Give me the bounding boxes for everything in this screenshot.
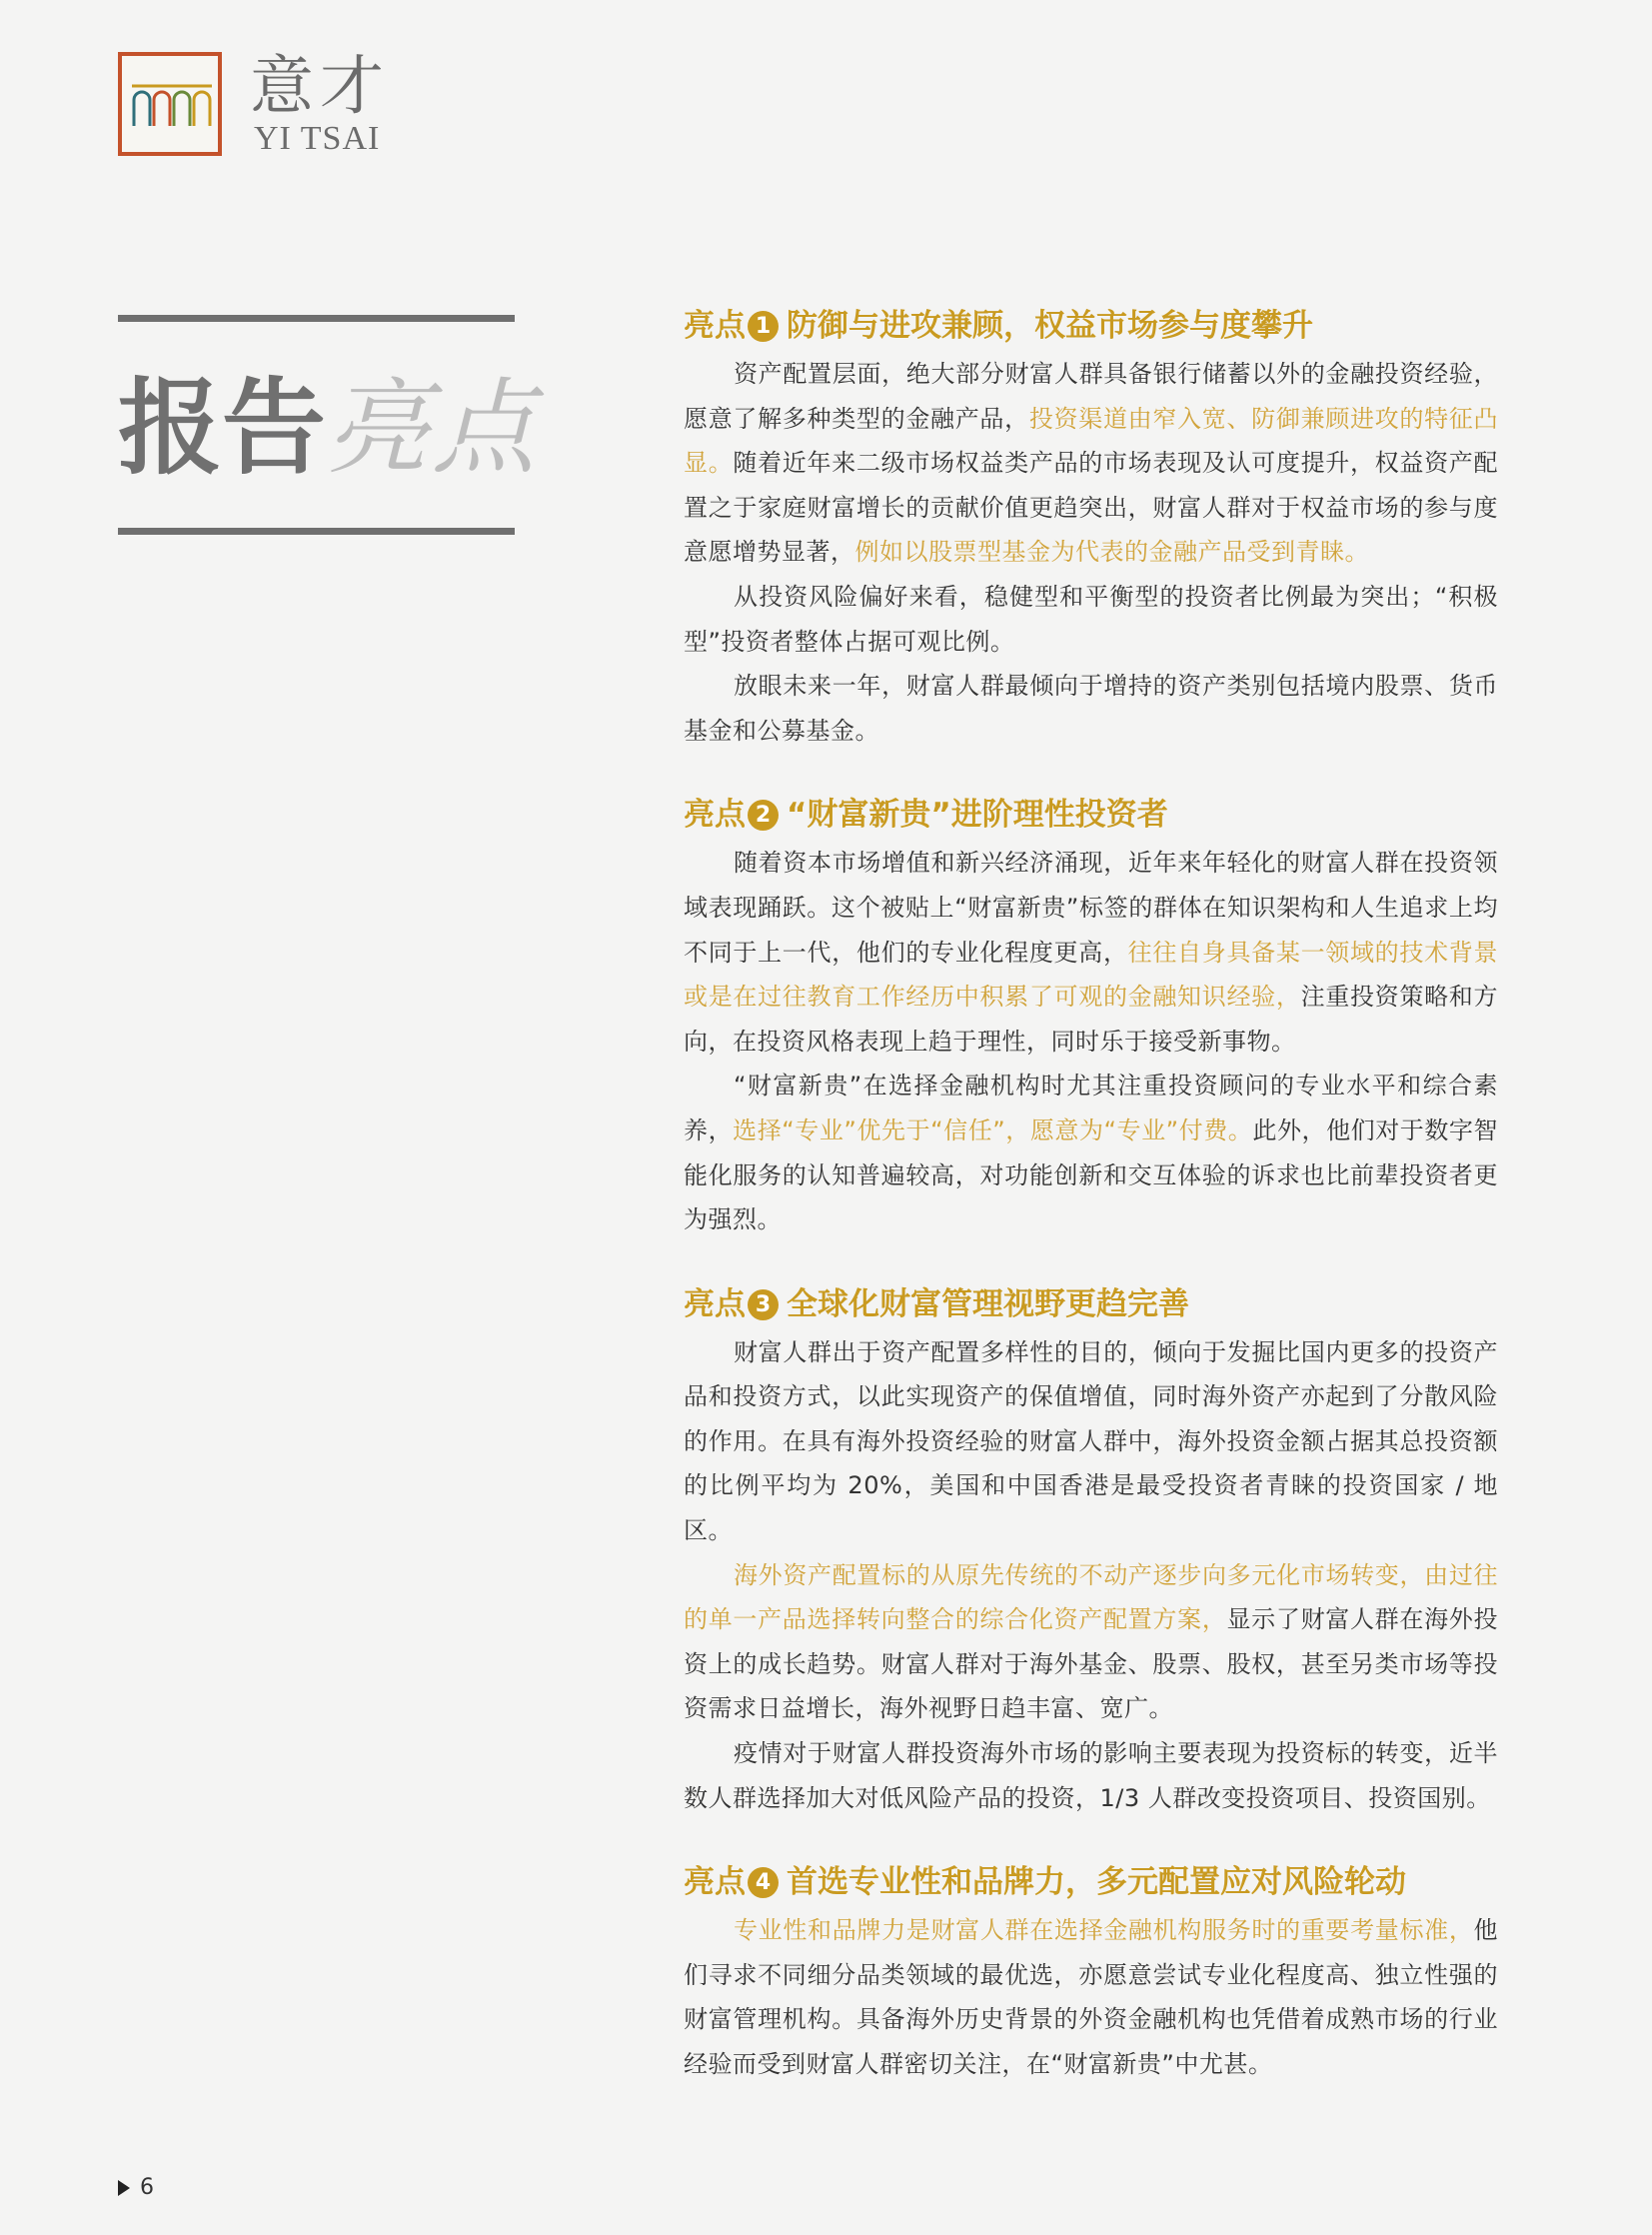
section-paragraph [684,1553,1498,1731]
page-footer [118,2175,154,2201]
section-heading [684,789,1498,841]
section-title: 防御与进攻兼顾，权益市场参与度攀升 [787,308,1313,344]
section-heading [684,1856,1498,1908]
section-paragraph [684,1330,1498,1553]
highlight-section [684,300,1498,753]
section-paragraph [684,575,1498,664]
section-paragraph [684,841,1498,1064]
section-label: 亮点 [684,1864,746,1901]
highlight-section [684,789,1498,1241]
section-paragraph [684,664,1498,753]
body-text: 从投资风险偏好来看，稳健型和平衡型的投资者比例最为突出；“积极型”投资者整体占据可观比例。 [684,582,1498,656]
body-text: 此外，他们对于数字智能化服务的认知普遍较高，对功能创新和交互体验的诉求也比前辈投资者更为强烈。 [684,1116,1499,1234]
highlighted-text: 往往自身具备某一领域的技术背景或是在过往教育工作经历中积累了可观的金融知识经验， [684,938,1498,1012]
section-paragraph [684,1908,1498,2086]
highlighted-text: 选择“专业”优先于“信任”，愿意为“专业”付费。 [733,1116,1253,1144]
body-text: 疫情对于财富人群投资海外市场的影响主要表现为投资标的转变，近半数人群选择加大对低风险产品的投资，1/3 人群改变投资项目、投资国别。 [684,1739,1498,1812]
section-paragraph [684,1731,1498,1820]
section-number-badge: 2 [748,800,779,831]
section-title: 全球化财富管理视野更趋完善 [787,1285,1189,1322]
body-text: 放眼未来一年，财富人群最倾向于增持的资产类别包括境内股票、货币基金和公募基金。 [684,672,1498,745]
highlighted-text: 海外资产配置标的从原先传统的不动产逐步向多元化市场转变，由过往的单一产品选择转向整合的综合化资产配置方案， [684,1560,1498,1634]
body-text: “财富新贵”在选择金融机构时尤其注重投资顾问的专业水平和综合素养， [684,1072,1498,1144]
body-text: 显示了财富人群在海外投资上的成长趋势。财富人群对于海外基金、股票、股权，甚至另类市场等投资需求日益增长，海外视野日趋丰富、宽广。 [684,1605,1498,1723]
title-rule-bottom [118,528,515,535]
page-title-part1: 报告 [118,367,327,489]
highlights-content [684,300,1498,2123]
section-heading [684,1278,1498,1330]
body-text: 他们寻求不同细分品类领域的最优选，亦愿意尝试专业化程度高、独立性强的财富管理机构。具备海外历史背景的外资金融机构也凭借着成熟市场的行业经验而受到财富人群密切关注，在“财富新贵”中尤甚。 [684,1916,1498,2078]
body-text: 资产配置层面，绝大部分财富人群具备银行储蓄以外的金融投资经验，愿意了解多种类型的金融产品， [684,360,1498,433]
body-text: 随着资本市场增值和新兴经济涌现，近年来年轻化的财富人群在投资领域表现踊跃。这个被贴上“财富新贵”标签的群体在知识架构和人生追求上均不同于上一代，他们的专业化程度更高， [684,849,1498,967]
highlight-section [684,1856,1498,2086]
section-label: 亮点 [684,797,746,834]
section-title: “财富新贵”进阶理性投资者 [787,797,1168,834]
highlighted-text: 例如以股票型基金为代表的金融产品受到青睐。 [854,538,1369,567]
section-heading [684,300,1498,352]
section-number-badge: 4 [748,1867,779,1898]
logo-english-name: YI TSAI [254,120,381,157]
body-text: 注重投资策略和方向，在投资风格表现上趋于理性，同时乐于接受新事物。 [684,983,1498,1056]
highlighted-text: 投资渠道由窄入宽、防御兼顾进攻的特征凸显。 [684,404,1498,478]
page-title-part2: 亮点 [326,367,539,489]
section-paragraph [684,1064,1498,1241]
triangle-icon [118,2180,130,2196]
section-title: 首选专业性和品牌力，多元配置应对风险轮动 [787,1864,1406,1901]
logo-chinese-name: 意才 [250,50,390,124]
section-label: 亮点 [684,1285,746,1322]
highlight-section [684,1278,1498,1821]
section-label: 亮点 [684,308,746,344]
highlighted-text: 专业性和品牌力是财富人群在选择金融机构服务时的重要考量标准， [734,1916,1474,1945]
brand-logo [118,52,518,162]
section-number-badge: 3 [748,1289,779,1320]
section-number-badge: 1 [748,311,779,342]
title-rule-top [118,315,515,322]
page-number: 6 [140,2175,154,2200]
arches-icon [122,56,218,152]
section-paragraph [684,352,1498,575]
page-title [118,367,539,489]
logo-mark [118,52,222,156]
body-text: 随着近年来二级市场权益类产品的市场表现及认可度提升，权益资产配置之于家庭财富增长的贡献价值更趋突出，财富人群对于权益市场的参与度意愿增势显著， [684,449,1498,567]
body-text: 财富人群出于资产配置多样性的目的，倾向于发掘比国内更多的投资产品和投资方式，以此实现资产的保值增值，同时海外资产亦起到了分散风险的作用。在具有海外投资经验的财富人群中，海外投资金额占据其总投资额的比例平均为 20%，美国和中国香港是最受投资者青睐的投资国家 / 地区。 [684,1337,1498,1545]
